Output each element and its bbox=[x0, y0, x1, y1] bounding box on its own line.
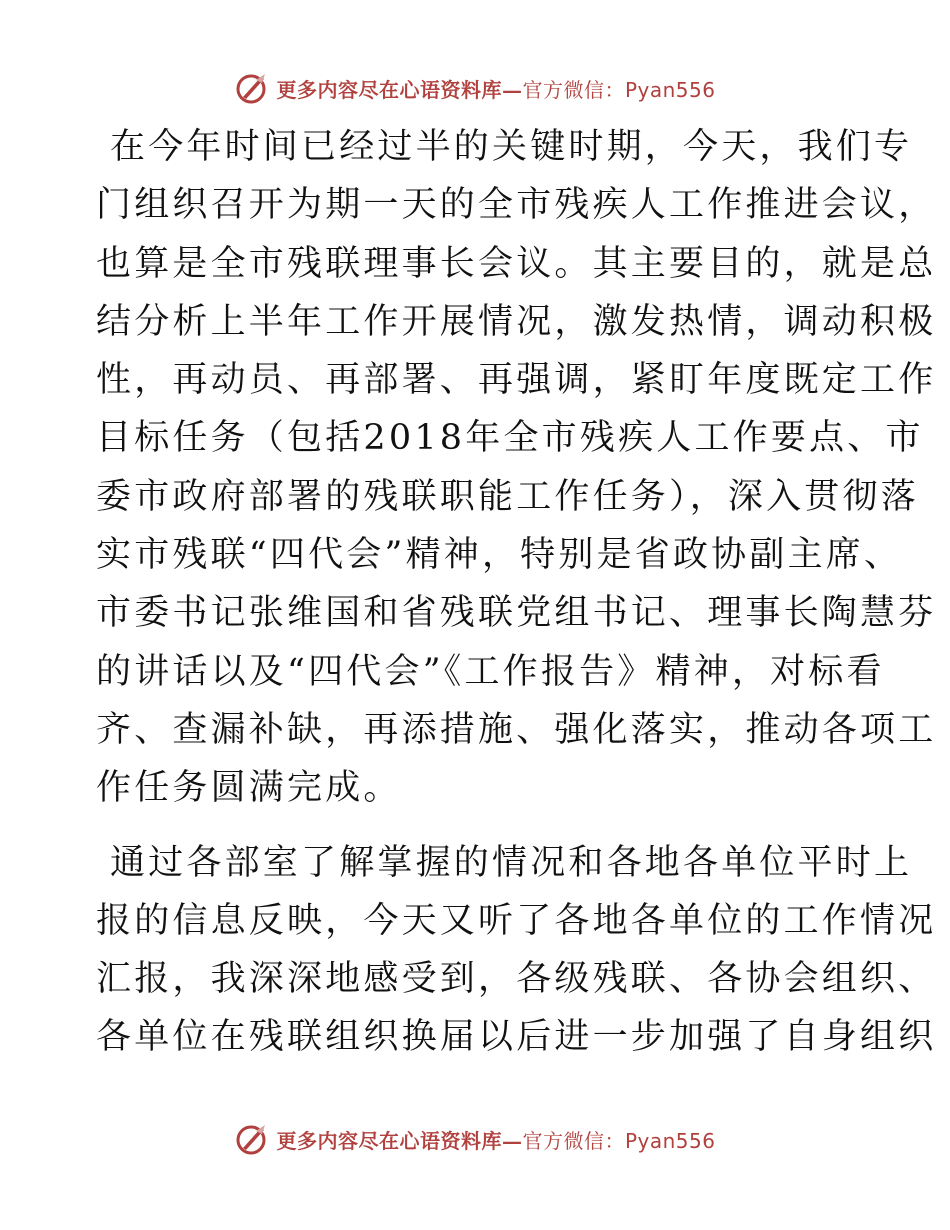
text-line: 的讲话以及“四代会”《工作报告》精神，对标看 bbox=[96, 651, 885, 692]
footer-banner-wechat: 官方微信：Pyan556 bbox=[522, 1128, 716, 1153]
header-banner-dash: — bbox=[501, 77, 523, 102]
footer-banner-main: 更多内容尽在心语资料库 bbox=[276, 1128, 502, 1153]
text-line: 汇报，我深深地感受到，各级残联、各协会组织、 bbox=[96, 959, 937, 1000]
text-line: 报的信息反映，今天又听了各地各单位的工作情况 bbox=[96, 900, 937, 941]
footer-banner-dash: — bbox=[501, 1128, 523, 1153]
page-footer bbox=[0, 1121, 950, 1157]
text-line: 目标任务（包括2018年全市残疾人工作要点、市 bbox=[96, 418, 924, 459]
text-line: 齐、查漏补缺，再添措施、强化落实，推动各项工 bbox=[96, 709, 937, 750]
header-banner-wechat: 官方微信：Pyan556 bbox=[522, 77, 716, 102]
footer-banner bbox=[276, 1125, 715, 1154]
paragraph-gap bbox=[96, 818, 848, 834]
text-line: 在今年时间已经过半的关键时期，今天，我们专 bbox=[110, 127, 913, 167]
page-header bbox=[0, 70, 950, 106]
text-line: 实市残联“四代会”精神，特别是省政协副主席、 bbox=[96, 535, 903, 576]
text-line: 通过各部室了解掌握的情况和各地各单位平时上 bbox=[110, 842, 913, 883]
text-line: 门组织召开为期一天的全市残疾人工作推进会议， bbox=[96, 185, 937, 226]
text-line: 委市政府部署的残联职能工作任务），深入贯彻落 bbox=[96, 476, 919, 517]
paragraph-1 bbox=[96, 118, 937, 818]
header-banner bbox=[276, 74, 715, 103]
header-banner-main: 更多内容尽在心语资料库 bbox=[276, 77, 502, 102]
text-line: 性，再动员、再部署、再强调，紧盯年度既定工作 bbox=[96, 360, 937, 401]
text-line: 作任务圆满完成。 bbox=[96, 768, 402, 809]
document-body bbox=[96, 118, 937, 1067]
paragraph-2 bbox=[96, 834, 937, 1067]
feather-pen-logo-icon bbox=[234, 70, 270, 106]
text-line: 各单位在残联组织换届以后进一步加强了自身组织 bbox=[96, 1017, 937, 1058]
text-line: 结分析上半年工作开展情况，激发热情，调动积极 bbox=[96, 301, 937, 342]
text-line: 市委书记张维国和省残联党组书记、理事长陶慧芬 bbox=[96, 593, 937, 634]
text-line: 也算是全市残联理事长会议。其主要目的，就是总 bbox=[96, 243, 937, 284]
feather-pen-logo-icon bbox=[234, 1121, 270, 1157]
